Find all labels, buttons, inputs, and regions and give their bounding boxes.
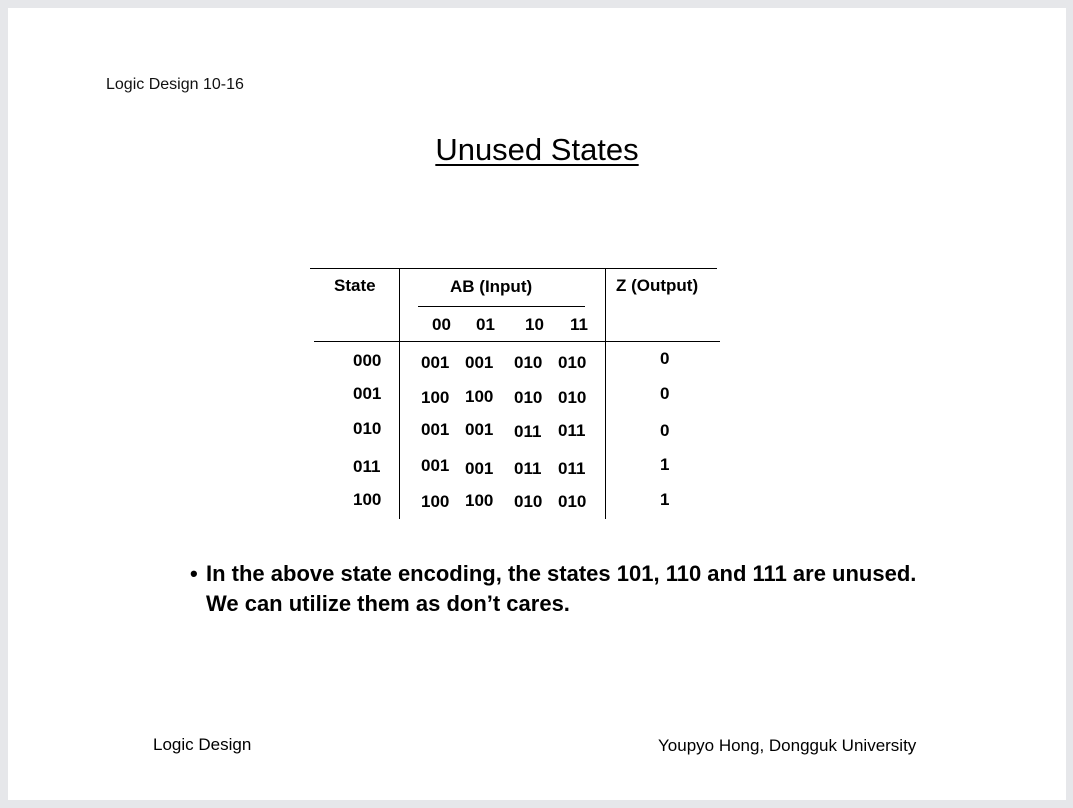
input-col-00: 00 [432, 315, 451, 334]
table-cell-next: 011 [558, 421, 586, 440]
table-cell-output: 1 [660, 490, 670, 509]
table-cell-next: 010 [514, 492, 543, 511]
table-cell-next: 010 [558, 353, 587, 372]
table-cell-next: 011 [514, 422, 542, 441]
table-cell-state: 011 [353, 457, 381, 476]
bullet-point [190, 559, 930, 619]
header-input-group: AB (Input) [450, 277, 533, 296]
header-output: Z (Output) [616, 276, 699, 295]
table-cell-next: 100 [465, 491, 494, 510]
table-cell-output: 1 [660, 455, 670, 474]
slide-header: Logic Design 10-16 [106, 76, 244, 93]
bullet-text: In the above state encoding, the states 101, 110 and 111 are unused. We can utilize them as don’t cares. [206, 561, 917, 616]
input-col-11: 11 [570, 315, 588, 334]
table-cell-next: 010 [514, 388, 543, 407]
slide-title-text: Unused States [435, 132, 639, 167]
table-cell-next: 100 [421, 492, 450, 511]
table-left-divider [399, 269, 400, 519]
table-cell-next: 001 [465, 459, 494, 478]
table-header-rule [314, 341, 720, 342]
table-cell-next: 010 [558, 492, 587, 511]
table-cell-output: 0 [660, 421, 670, 440]
bullet-marker: • [190, 561, 198, 586]
table-cell-state: 001 [353, 384, 382, 403]
table-cell-next: 011 [558, 459, 586, 478]
slide [8, 8, 1066, 800]
table-cell-state: 010 [353, 419, 382, 438]
table-top-rule [310, 268, 717, 269]
input-group-rule [418, 306, 585, 307]
table-right-divider [605, 269, 606, 519]
input-col-01: 01 [476, 315, 495, 334]
table-cell-next: 010 [514, 353, 543, 372]
footer-right: Youpyo Hong, Dongguk University [658, 736, 917, 755]
table-cell-state: 000 [353, 351, 382, 370]
table-cell-state: 100 [353, 490, 382, 509]
table-cell-next: 010 [558, 388, 587, 407]
footer-left: Logic Design [153, 735, 252, 754]
state-table [8, 8, 1066, 800]
table-cell-next: 001 [465, 420, 494, 439]
table-cell-next: 100 [421, 388, 450, 407]
table-cell-output: 0 [660, 384, 670, 403]
table-cell-next: 011 [514, 459, 542, 478]
table-cell-next: 100 [465, 387, 494, 406]
table-cell-next: 001 [465, 353, 494, 372]
header-state: State [334, 276, 376, 295]
table-cell-output: 0 [660, 349, 670, 368]
input-col-10: 10 [525, 315, 544, 334]
table-cell-next: 001 [421, 353, 450, 372]
table-cell-next: 001 [421, 456, 450, 475]
table-cell-next: 001 [421, 420, 450, 439]
